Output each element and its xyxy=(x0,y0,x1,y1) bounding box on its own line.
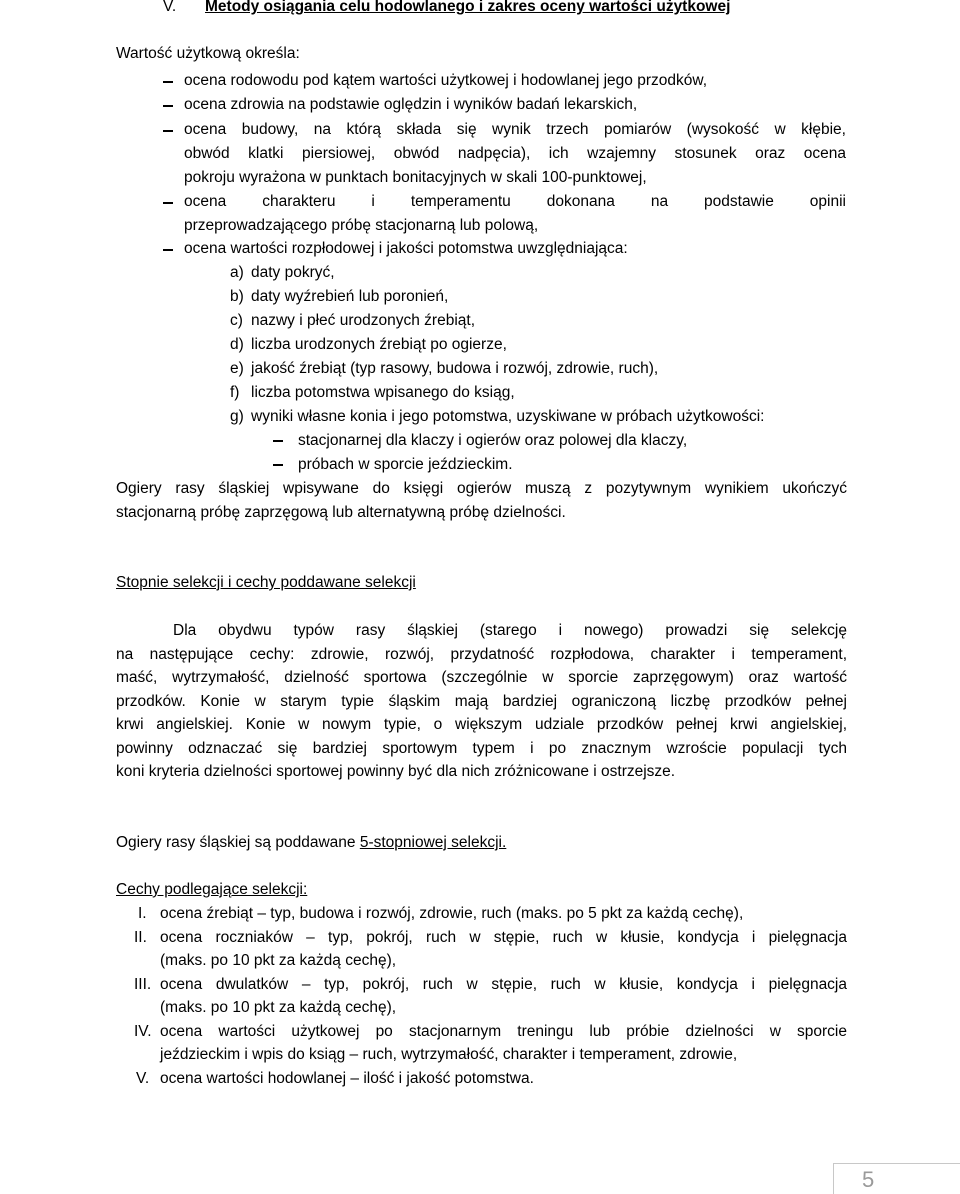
list-item-text: pokroju wyrażona w punktach bonitacyjnych w skali 100-punktowej, xyxy=(184,169,647,186)
sublist-text: daty pokryć, xyxy=(251,264,335,281)
paragraph-line: Ogiery rasy śląskiej wpisywane do księgi ogierów muszą z pozytywnym wynikiem ukończyć xyxy=(116,480,847,497)
intro-text: Wartość użytkową określa: xyxy=(116,45,300,62)
list-item-text: ocena budowy, na którą składa się wynik trzech pomiarów (wysokość w kłębie, xyxy=(184,121,846,138)
list-item-text: stacjonarnej dla klaczy i ogierów oraz polowej dla klaczy, xyxy=(298,432,688,449)
paragraph-underlined-text: 5-stopniowej selekcji. xyxy=(359,834,507,851)
page-number: 5 xyxy=(862,1167,875,1192)
roman-item-text: (maks. po 10 pkt za każdą cechę), xyxy=(160,999,397,1016)
paragraph-line xyxy=(116,831,506,854)
dash-bullet xyxy=(163,249,173,251)
dash-bullet xyxy=(273,464,283,466)
roman-item-text: (maks. po 10 pkt za każdą cechę), xyxy=(160,952,397,969)
list-item-text: ocena wartości rozpłodowej i jakości potomstwa uwzględniająca: xyxy=(184,240,628,257)
sublist-letter: b) xyxy=(230,288,244,305)
sublist-text: wyniki własne konia i jego potomstwa, uzyskiwane w próbach użytkowości: xyxy=(251,408,765,425)
sublist-letter: e) xyxy=(230,360,244,377)
sublist-text: daty wyźrebień lub poronień, xyxy=(251,288,449,305)
roman-item-text: ocena wartości hodowlanej – ilość i jakość potomstwa. xyxy=(160,1070,534,1087)
paragraph-text: Ogiery rasy śląskiej są poddawane xyxy=(116,834,360,851)
sublist-text: liczba potomstwa wpisanego do ksiąg, xyxy=(251,384,515,401)
sublist-text: jakość źrebiąt (typ rasowy, budowa i rozwój, zdrowie, ruch), xyxy=(251,360,659,377)
subsection-title: Stopnie selekcji i cechy poddawane selekcji xyxy=(116,574,416,591)
list-item-text: ocena charakteru i temperamentu dokonana na podstawie opinii xyxy=(184,193,846,210)
paragraph-line: koni kryteria dzielności sportowej powinny być dla nich zróżnicowane i ostrzejsze. xyxy=(116,763,676,780)
roman-item-text: ocena źrebiąt – typ, budowa i rozwój, zdrowie, ruch (maks. po 5 pkt za każdą cechę), xyxy=(160,905,744,922)
sublist-letter: f) xyxy=(230,384,240,401)
roman-numeral: III. xyxy=(134,976,152,993)
sublist-text: nazwy i płeć urodzonych źrebiąt, xyxy=(251,312,476,329)
list-item-text: ocena zdrowia na podstawie oględzin i wyników badań lekarskich, xyxy=(184,96,638,113)
dash-bullet xyxy=(163,202,173,204)
roman-numeral: II. xyxy=(134,929,147,946)
sublist-letter: d) xyxy=(230,336,244,353)
roman-item-text: jeździeckim i wpis do ksiąg – ruch, wytrzymałość, charakter i temperament, zdrowie, xyxy=(160,1046,738,1063)
page-number-frame xyxy=(833,1163,960,1194)
dash-bullet xyxy=(163,105,173,107)
paragraph-line: stacjonarną próbę zaprzęgową lub alternatywną próbę dzielności. xyxy=(116,504,566,521)
dash-bullet xyxy=(273,440,283,442)
list-item-text: ocena rodowodu pod kątem wartości użytkowej i hodowlanej jego przodków, xyxy=(184,72,707,89)
list-item-text: przeprowadzającego próbę stacjonarną lub polową, xyxy=(184,217,539,234)
sublist-letter: c) xyxy=(230,312,243,329)
dash-bullet xyxy=(163,81,173,83)
section-number: V. xyxy=(163,0,177,15)
features-title: Cechy podlegające selekcji: xyxy=(116,881,308,898)
paragraph-line: powinny odznaczać się bardziej sportowym typem i po znacznym wzroście populacji tych xyxy=(116,740,847,757)
list-item-text: próbach w sporcie jeździeckim. xyxy=(298,456,513,473)
list-item-text: obwód klatki piersiowej, obwód nadpęcia), ich wzajemny stosunek oraz ocena xyxy=(184,145,846,162)
section-title: Metody osiągania celu hodowlanego i zakres oceny wartości użytkowej xyxy=(205,0,731,15)
roman-item-text: ocena roczniaków – typ, pokrój, ruch w stępie, ruch w kłusie, kondycja i pielęgnacja xyxy=(160,929,847,946)
paragraph-line: Dla obydwu typów rasy śląskiej (starego i nowego) prowadzi się selekcję xyxy=(173,622,847,639)
paragraph-line: krwi angielskiej. Konie w nowym typie, o większym udziale przodków pełnej krwi angielskiej, xyxy=(116,716,847,733)
roman-numeral: V. xyxy=(136,1070,150,1087)
roman-item-text: ocena dwulatków – typ, pokrój, ruch w stępie, ruch w kłusie, kondycja i pielęgnacja xyxy=(160,976,847,993)
paragraph-line: na następujące cechy: zdrowie, rozwój, przydatność rozpłodowa, charakter i temperament, xyxy=(116,646,847,663)
roman-numeral: I. xyxy=(138,905,147,922)
paragraph-line: maść, wytrzymałość, dzielność sportowa (szczególnie w sporcie zaprzęgowym) oraz wartość xyxy=(116,669,847,686)
dash-bullet xyxy=(163,130,173,132)
sublist-letter: a) xyxy=(230,264,244,281)
roman-item-text: ocena wartości użytkowej po stacjonarnym treningu lub próbie dzielności w sporcie xyxy=(160,1023,847,1040)
paragraph-line: przodków. Konie w starym typie śląskim mają bardziej ograniczoną liczbę przodków pełnej xyxy=(116,693,847,710)
sublist-letter: g) xyxy=(230,408,244,425)
roman-numeral: IV. xyxy=(134,1023,152,1040)
sublist-text: liczba urodzonych źrebiąt po ogierze, xyxy=(251,336,507,353)
